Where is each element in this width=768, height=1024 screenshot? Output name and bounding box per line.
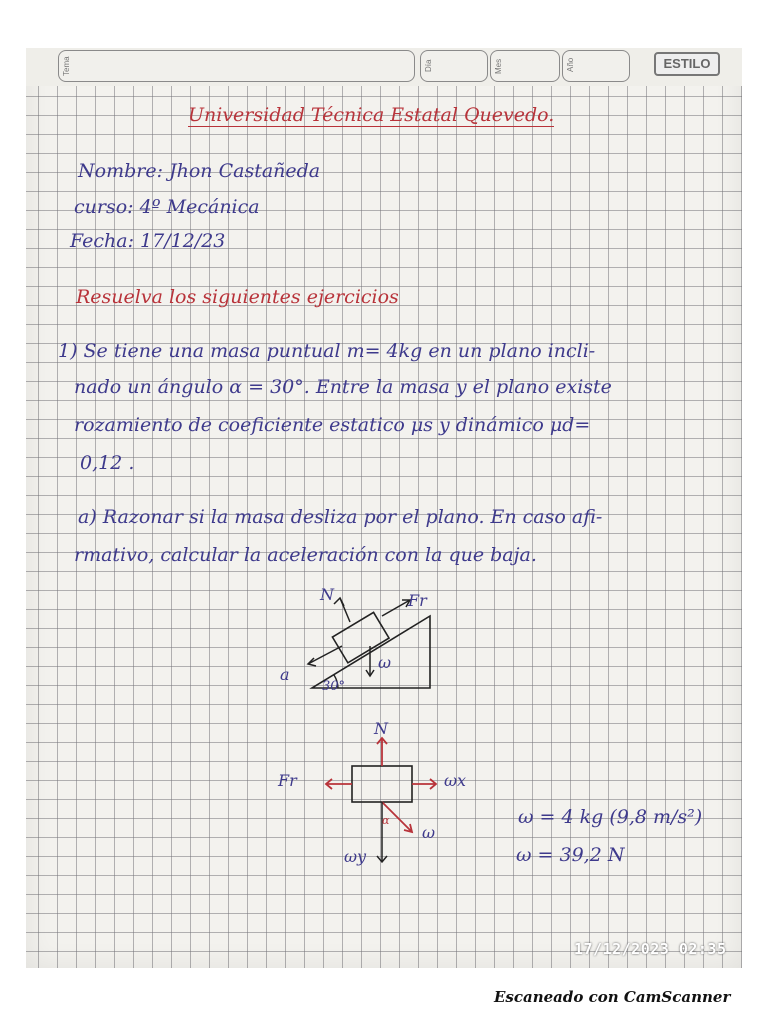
fbd-wy-label: ωy <box>344 847 367 866</box>
date-line: Fecha: 17/12/23 <box>70 230 226 252</box>
part-a-line-2: rmativo, calcular la aceleración con la que baja. <box>74 544 537 566</box>
topic-box-label: Tema <box>62 56 71 76</box>
formula-weight-result: ω = 39,2 N <box>516 844 625 866</box>
incline-accel-label: a <box>280 665 290 684</box>
incline-friction-label: Fr <box>408 591 427 610</box>
fbd-angle-mark: α <box>382 814 390 827</box>
part-a-line-1: a) Razonar si la masa desliza por el plano. En caso afi- <box>78 506 603 528</box>
day-box-label: Día <box>424 59 433 72</box>
course-line: curso: 4º Mecánica <box>74 196 260 218</box>
brand-logo: ESTILO <box>654 52 720 76</box>
problem-line-3: rozamiento de coeficiente estatico μs y dinámico μd= <box>74 414 591 436</box>
incline-friction-arrow <box>382 600 410 616</box>
incline-diagram <box>270 580 450 700</box>
fbd-friction-label: Fr <box>278 771 297 790</box>
formula-weight-calc: ω = 4 kg (9,8 m/s²) <box>518 806 703 828</box>
instruction-line: Resuelva los siguientes ejercicios <box>76 286 399 308</box>
incline-accel-arrow <box>308 646 342 664</box>
scan-timestamp: 17/12/2023 02:35 <box>574 940 727 958</box>
year-box-label: Año <box>566 57 575 72</box>
problem-line-1: 1) Se tiene una masa puntual m= 4kg en un plano incli- <box>58 340 596 362</box>
topic-box <box>58 50 415 82</box>
incline-weight-label: ω <box>378 653 392 672</box>
free-body-diagram <box>270 720 490 890</box>
name-line: Nombre: Jhon Castañeda <box>78 160 321 182</box>
month-box-label: Mes <box>494 58 503 74</box>
incline-angle-label: 30° <box>322 679 346 694</box>
problem-line-2: nado un ángulo α = 30°. Entre la masa y el plano existe <box>74 376 612 398</box>
fbd-block <box>352 766 412 802</box>
incline-normal-label: N <box>320 585 334 604</box>
camscanner-watermark: Escaneado con CamScanner <box>494 988 731 1006</box>
problem-line-4: 0,12 . <box>80 452 135 474</box>
document-title: Universidad Técnica Estatal Quevedo. <box>188 104 555 126</box>
fbd-weight-label: ω <box>422 823 436 842</box>
fbd-normal-label: N <box>374 719 388 738</box>
fbd-wx-label: ωx <box>444 771 467 790</box>
